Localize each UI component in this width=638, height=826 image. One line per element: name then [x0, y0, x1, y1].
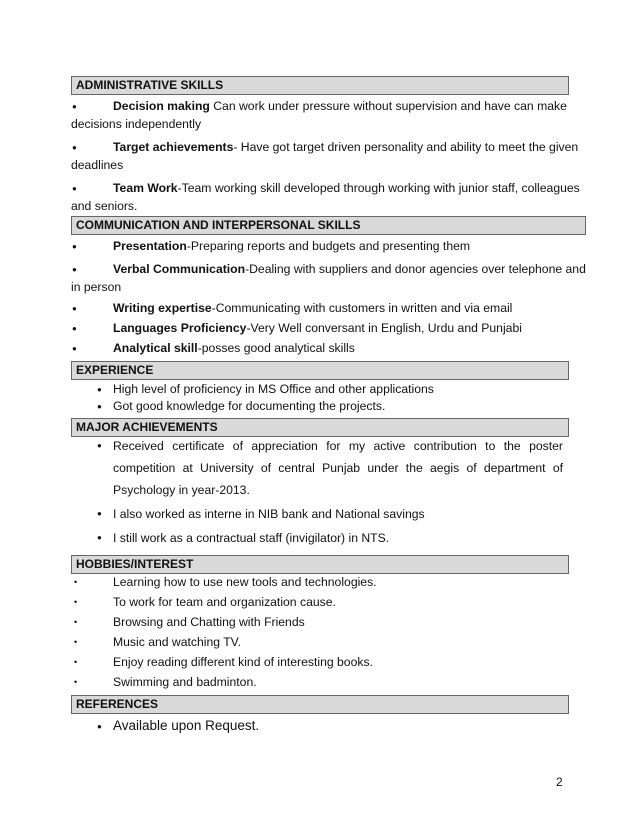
- bullet-icon: •: [74, 637, 78, 647]
- list-item: [71, 180, 586, 215]
- bullet-icon: ●: [97, 533, 102, 542]
- section-heading-communication-skills: COMMUNICATION AND INTERPERSONAL SKILLS: [71, 216, 586, 235]
- bullet-icon: [71, 320, 113, 338]
- list-item: [71, 98, 586, 133]
- list-item: ● Got good knowledge for documenting the projects.: [97, 399, 386, 413]
- list-item: ● Received certificate of appreciation for my active contribution to the poster competition at University of central Punjab under the aegis of department of Psychology in year-2013.: [71, 435, 563, 501]
- list-item: [71, 340, 586, 358]
- list-item: • Enjoy reading different kind of interesting books.: [71, 652, 586, 672]
- item-text: -Team working skill developed through working with junior staff, colleagues and seniors.: [71, 181, 580, 213]
- bullet-icon: ●: [97, 509, 102, 518]
- bullet-icon: ●: [97, 722, 102, 731]
- item-text: -Dealing with suppliers and donor agencies over telephone and in person: [71, 262, 586, 294]
- item-text: -Very Well conversant in English, Urdu and Punjabi: [246, 321, 522, 335]
- bullet-icon: •: [74, 597, 78, 607]
- list-item: • Music and watching TV.: [71, 632, 586, 652]
- bullet-icon: [71, 180, 113, 198]
- list-item: [71, 139, 586, 174]
- item-title: Decision making: [113, 99, 210, 113]
- references-list: [71, 716, 586, 736]
- bullet-icon: ●: [97, 441, 102, 450]
- achievements-list: [71, 435, 586, 549]
- hobbies-list: [71, 572, 586, 692]
- communication-skills-list: [71, 238, 586, 358]
- section-heading-major-achievements: MAJOR ACHIEVEMENTS: [71, 418, 569, 437]
- item-title: Languages Proficiency: [113, 321, 247, 335]
- item-title: Presentation: [113, 239, 187, 253]
- item-text: - Have got target driven personality and ability to meet the given deadlines: [71, 140, 579, 172]
- list-item: • Learning how to use new tools and technologies.: [71, 572, 586, 592]
- item-title: Team Work: [113, 181, 178, 195]
- bullet-icon: •: [74, 577, 78, 587]
- list-item: [71, 261, 586, 296]
- bullet-icon: [71, 340, 113, 358]
- bullet-icon: •: [74, 677, 78, 687]
- list-item: ● I also worked as interne in NIB bank and National savings: [71, 503, 586, 525]
- administrative-skills-list: [71, 98, 586, 215]
- bullet-icon: ●: [97, 385, 102, 394]
- list-item: ● High level of proficiency in MS Office and other applications: [97, 382, 434, 396]
- section-heading-experience: EXPERIENCE: [71, 361, 569, 380]
- section-heading-hobbies: HOBBIES/INTEREST: [71, 555, 569, 574]
- item-title: Writing expertise: [113, 301, 212, 315]
- item-text: -Preparing reports and budgets and presenting them: [186, 239, 471, 253]
- list-item: ● I still work as a contractual staff (invigilator) in NTS.: [71, 527, 586, 549]
- bullet-icon: [71, 261, 113, 279]
- bullet-icon: ●: [97, 402, 102, 411]
- section-heading-references: REFERENCES: [71, 695, 569, 714]
- resume-page: [71, 76, 586, 736]
- bullet-icon: [71, 238, 113, 256]
- list-item: [71, 300, 586, 318]
- experience-list: [71, 381, 586, 415]
- list-item: ● Available upon Request.: [71, 716, 586, 736]
- item-title: Target achievements: [113, 140, 234, 154]
- section-heading-administrative-skills: ADMINISTRATIVE SKILLS: [71, 76, 569, 95]
- item-title: Analytical skill: [113, 341, 198, 355]
- item-text: -Communicating with customers in written and via email: [211, 301, 513, 315]
- list-item: • Swimming and badminton.: [71, 672, 586, 692]
- list-item: • To work for team and organization cause.: [71, 592, 586, 612]
- bullet-icon: [71, 300, 113, 318]
- bullet-icon: [71, 98, 113, 116]
- list-item: • Browsing and Chatting with Friends: [71, 612, 586, 632]
- item-text: Can work under pressure without supervision and have can make decisions independently: [71, 99, 567, 131]
- item-text: -posses good analytical skills: [197, 341, 355, 355]
- list-item: [71, 320, 586, 338]
- page-number: 2: [556, 775, 563, 789]
- bullet-icon: •: [74, 617, 78, 627]
- item-title: Verbal Communication: [113, 262, 246, 276]
- bullet-icon: •: [74, 657, 78, 667]
- bullet-icon: [71, 139, 113, 157]
- list-item: [71, 238, 586, 256]
